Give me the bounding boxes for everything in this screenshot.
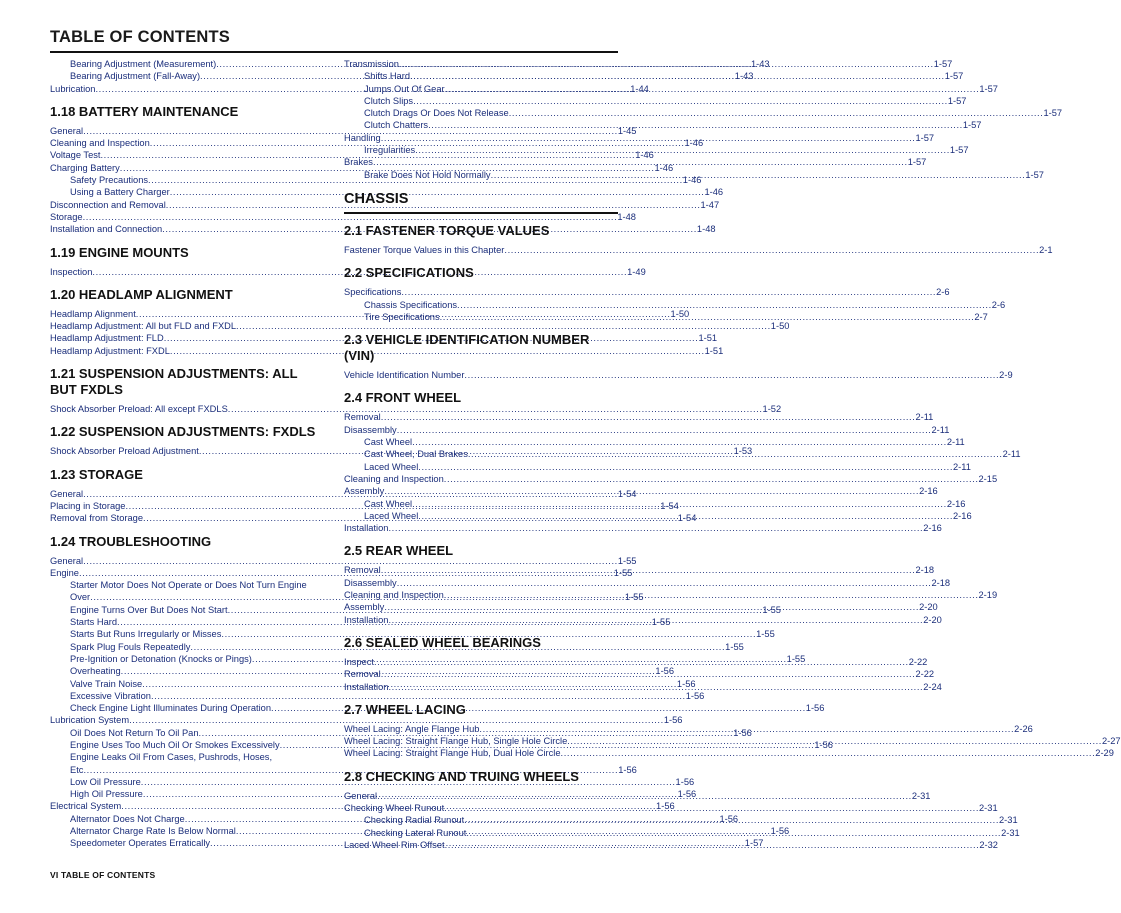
toc-entry-label: Checking Wheel Runout [344,802,445,813]
toc-entry-label: Irregularities [364,145,416,156]
toc-entry-label: Spark Plug Fouls Repeatedly [70,641,191,652]
toc-entry-shock-absorber-preload-all-except-fxdls[interactable] [50,403,782,415]
toc-entry-page: 1-47 [700,199,720,210]
dot-leader [384,601,919,613]
toc-entry-label: Engine Uses Too Much Oil Or Smokes Excessively [70,739,280,750]
toc-entry-page: 1-56 [685,690,705,701]
toc-entry-label: Engine [50,567,79,578]
toc-entry-label: Installation and Connection [50,224,163,235]
dot-leader [373,156,908,168]
toc-entry-page: 1-56 [733,727,752,738]
toc-entry-label: Assembly [344,602,385,613]
toc-entry-page: 2-31 [911,790,931,801]
section-heading: 2.5 REAR WHEEL [344,543,454,559]
dot-leader [388,614,923,626]
dot-leader [374,656,909,668]
toc-entry-label: Safety Precautions [70,175,149,186]
dot-leader [401,286,936,298]
toc-entry-label: Installation [344,681,389,692]
toc-entry-page: 1-48 [617,211,636,222]
toc-entry-label: Clutch Drags Or Does Not Release [364,108,509,119]
section-heading: 1.19 ENGINE MOUNTS [50,244,189,260]
dot-leader [457,299,992,311]
toc-entry-label: Lubrication [50,83,96,94]
toc-entry-page: 1-57 [744,838,764,849]
section-heading: 2.4 FRONT WHEEL [344,390,462,406]
toc-entry-page: 1-46 [704,187,724,198]
toc-entry-page: 1-52 [762,404,782,415]
toc-entry-page: 1-55 [613,567,633,578]
toc-entry-fastener-torque-values-in-this-chapter[interactable] [344,244,1053,256]
section-heading: 1.23 STORAGE [50,466,143,482]
toc-entry-page: 1-57 [962,120,982,131]
toc-entry-page: 1-56 [677,789,697,800]
toc-entry-page: 2-18 [931,577,951,588]
toc-entry-page: 2-18 [915,565,935,576]
toc-entry-label: Checking Lateral Runout [364,827,467,838]
section-heading: 2.6 SEALED WHEEL BEARINGS [344,634,541,650]
dot-leader [418,461,953,473]
dot-leader [384,485,919,497]
dot-leader [445,839,980,851]
toc-entry-label: Cleaning and Inspection [344,473,444,484]
toc-entry-label: Disassembly [344,577,397,588]
toc-entry-page: 1-55 [756,629,775,640]
dot-leader [444,589,979,601]
toc-entry-page: 2-22 [908,656,928,667]
dot-leader [445,83,980,95]
dot-leader [504,244,1039,256]
toc-entry-label: General [344,790,378,801]
toc-entry-page: 2-11 [953,461,971,472]
toc-entry-label: Cast Wheel [364,437,413,448]
toc-entry-wheel-lacing-straight-flange-hub-dual-ho[interactable] [344,747,1114,759]
toc-entry-page: 1-50 [670,308,690,319]
toc-entry-label: Laced Wheel Rim Offset [344,839,445,850]
toc-entry-page: 1-57 [933,59,953,69]
toc-entry-page: 1-46 [654,162,674,173]
section-heading: 2.1 FASTENER TORQUE VALUES [344,222,550,238]
toc-entry-page: 1-51 [704,345,724,356]
toc-entry-label: Excessive Vibration [70,690,151,701]
toc-entry-label: Oil Does Not Return To Oil Pan [70,727,199,738]
toc-entry-label: General [50,555,84,566]
dot-leader [464,814,999,826]
dot-leader [388,522,923,534]
toc-entry-page: 2-19 [978,590,998,601]
toc-entry-label: Voltage Test [50,150,101,161]
toc-entry-label: Disconnection and Removal [50,199,166,210]
toc-entry-label: Starts But Runs Irregularly or Misses [70,629,222,640]
toc-entry-label: Cleaning and Inspection [344,590,444,601]
toc-entry-page: 2-16 [953,510,972,521]
toc-entry-engine-leaks-oil-from-cases-pushrods-hos[interactable] [50,751,318,763]
toc-entry-label: Etc [70,764,84,775]
toc-entry-page: 1-55 [624,592,644,603]
toc-entry-headlamp-adjustment-all-but-fld-and-fxdl[interactable] [50,320,790,332]
dot-leader [377,790,912,802]
toc-entry-label: Cleaning and Inspection [50,138,150,149]
page-header [50,28,618,53]
dot-leader [509,107,1044,119]
dot-leader [468,448,1003,460]
dot-leader [444,473,979,485]
toc-entry-page: 1-55 [762,604,781,615]
toc-entry-page: 1-54 [617,488,637,499]
toc-entry-label: Clutch Slips [364,95,414,106]
dot-leader [399,58,934,70]
toc-entry-label: Engine Leaks Oil From Cases, Pushrods, Hoses, [70,752,273,763]
toc-entry-page: 1-56 [655,666,675,677]
toc-entry-page: 1-50 [770,321,790,332]
toc-entry-page: 1-46 [682,175,702,186]
toc-entry-label: High Oil Pressure [70,789,143,800]
toc-entry-label: Overheating [70,666,121,677]
toc-entry-label: Alternator Does Not Charge [70,813,185,824]
toc-entry-label: Assembly [344,486,385,497]
toc-entry-label: Laced Wheel [364,510,419,521]
dot-leader [397,424,932,436]
section-heading: 2.8 CHECKING AND TRUING WHEELS [344,768,579,784]
toc-entry-page: 1-43 [734,71,754,82]
toc-entry-page: 1-56 [618,764,637,775]
toc-entry-page: 2-31 [979,802,998,813]
page-footer: VI TABLE OF CONTENTS [50,870,156,880]
toc-entry-label: Electrical System [50,801,122,812]
toc-entry-page: 2-29 [1095,748,1114,759]
toc-entry-disassembly[interactable] [344,577,951,589]
toc-entry-label: Handling [344,132,381,143]
toc-entry-disconnection-and-removal[interactable] [50,199,720,211]
toc-entry-page: 2-1 [1039,244,1053,255]
toc-entry-page: 2-32 [979,839,998,850]
section-heading: 2.3 VEHICLE IDENTIFICATION NUMBER (VIN) [344,332,590,364]
toc-entry-page: 2-9 [999,370,1013,381]
toc-entry-page: 1-57 [944,71,964,82]
toc-entry-label: Brakes [344,157,373,168]
toc-entry-label: Alternator Charge Rate Is Below Normal [70,826,236,837]
toc-entry-label: Headlamp Adjustment: FXDL [50,345,170,356]
toc-entry-page: 2-6 [991,299,1006,310]
toc-entry-page: 1-57 [915,132,935,143]
toc-entry-label: Installation [344,523,389,534]
toc-entry-page: 1-55 [786,653,806,664]
toc-entry-page: 1-51 [698,333,718,344]
toc-entry-page: 2-20 [919,602,938,613]
toc-entry-label: Vehicle Identification Number [344,370,465,381]
toc-entry-label: Removal [344,412,381,423]
toc-entry-label: General [50,125,84,136]
dot-leader [412,498,947,510]
toc-entry-page: 1-57 [1043,108,1063,119]
toc-entry-label: Wheel Lacing: Straight Flange Hub, Dual Hole Circle [344,748,561,759]
toc-entry-label: Cast Wheel [364,498,413,509]
toc-entry-using-a-battery-charger[interactable] [50,186,724,198]
toc-entry-page: 1-56 [814,739,833,750]
toc-entry-label: Installation [344,614,389,625]
toc-entry-page: 2-24 [923,681,942,692]
toc-entry-clutch-slips[interactable] [344,95,967,107]
toc-entry-label: Over [70,592,91,603]
toc-entry-starter-motor-does-not-operate-or-does-n[interactable] [50,579,318,591]
toc-entry-page: 1-56 [676,678,696,689]
toc-entry-label: General [50,488,84,499]
dot-leader [440,311,975,323]
toc-entry-page: 1-43 [751,59,770,69]
dot-leader [491,169,1026,181]
toc-entry-label: Pre-Ignition or Detonation (Knocks or Pings) [70,653,252,664]
toc-entry-label: Disassembly [344,424,397,435]
toc-entry-label: Storage [50,211,83,222]
toc-entry-chassis-specifications[interactable] [344,299,1006,311]
toc-entry-disassembly[interactable] [344,424,950,436]
dot-leader [388,681,923,693]
toc-entry-label: Cast Wheel, Dual Brakes [364,449,468,460]
toc-entry-label: Jumps Out Of Gear [364,83,445,94]
toc-entry-lubrication-system[interactable] [50,714,683,726]
section-heading: 2.2 SPECIFICATIONS [344,265,474,281]
toc-entry-label: Laced Wheel [364,461,419,472]
section-heading: 1.24 TROUBLESHOOTING [50,533,212,549]
toc-entry-installation[interactable] [344,522,942,534]
toc-entry-label: Speedometer Operates Erratically [70,838,211,849]
toc-entry-label: Charging Battery [50,162,120,173]
dot-leader [464,369,999,381]
toc-entry-label: Checking Radial Runout [364,815,465,826]
toc-entry-page: 1-44 [630,83,649,94]
toc-entry-removal[interactable] [344,411,934,423]
toc-entry-page: 2-27 [1102,736,1121,747]
toc-entry-page: 2-6 [936,287,950,298]
chapter-heading: CHASSIS [344,191,618,214]
dot-leader [397,577,932,589]
dot-leader [466,827,1001,839]
toc-entry-page: 1-54 [677,513,697,524]
toc-entry-page: 1-56 [770,826,790,837]
toc-entry-page: 2-31 [999,815,1018,826]
toc-entry-page: 2-15 [978,473,998,484]
toc-entry-page: 2-16 [946,498,966,509]
toc-entry-page: 1-57 [1025,169,1044,180]
toc-entry-vehicle-identification-number[interactable] [344,369,1013,381]
toc-entry-label: Lubrication System [50,715,130,726]
toc-entry-page: 1-46 [684,138,704,149]
toc-entry-label: Shock Absorber Preload: All except FXDLS [50,404,228,415]
dot-leader [418,510,953,522]
toc-entry-page: 1-53 [733,446,753,457]
toc-entry-label: Low Oil Pressure [70,776,141,787]
toc-entry-label: Headlamp Adjustment: All but FLD and FXDL [50,321,237,332]
toc-entry-label: Bearing Adjustment (Fall-Away) [70,71,201,82]
toc-entry-label: Tire Specifications [364,311,440,322]
section-heading: 1.20 HEADLAMP ALIGNMENT [50,286,233,302]
toc-entry-page: 1-56 [663,715,683,726]
toc-entry-label: Headlamp Alignment [50,308,136,319]
section-heading: 1.21 SUSPENSION ADJUSTMENTS: ALL BUT FXDLS [50,366,298,398]
toc-entry-page: 2-22 [915,669,935,680]
toc-entry-page: 2-20 [923,614,942,625]
toc-entry-page: 1-55 [725,641,744,652]
section-heading: 2.7 WHEEL LACING [344,701,466,717]
dot-leader [561,747,1096,759]
toc-entry-label: Chassis Specifications [364,299,458,310]
toc-entry-label: Starter Motor Does Not Operate or Does Not Turn Engine [70,580,307,591]
toc-entry-label: Fastener Torque Values in this Chapter [344,244,505,255]
toc-entry-headlamp-adjustment-fxdl[interactable] [50,345,724,357]
toc-entry-laced-wheel[interactable] [344,461,971,473]
dot-leader [567,735,1102,747]
toc-entry-label: Removal from Storage [50,513,144,524]
toc-entry-cleaning-and-inspection[interactable] [344,473,998,485]
dot-leader [415,144,950,156]
toc-entry-label: Wheel Lacing: Straight Flange Hub, Single Hole Circle [344,736,568,747]
toc-entry-label: Brake Does Not Hold Normally [364,169,491,180]
toc-entry-page: 2-11 [915,412,934,423]
toc-entry-general[interactable] [50,555,637,567]
toc-entry-page: 2-16 [923,523,942,534]
toc-entry-page: 2-7 [974,311,988,322]
toc-entry-label: Clutch Chatters [364,120,429,131]
toc-entry-page: 1-56 [675,776,695,787]
toc-entry-page: 1-49 [627,266,646,277]
toc-entry-page: 2-31 [1001,827,1020,838]
dot-leader [381,411,916,423]
dot-leader [381,668,916,680]
toc-entry-page: 1-57 [949,145,969,156]
toc-entry-page: 2-11 [1002,449,1021,460]
toc-entry-page: 1-56 [719,813,739,824]
dot-leader [479,723,1014,735]
toc-entry-label: Check Engine Light Illuminates During Operation [70,703,272,714]
dot-leader [410,70,945,82]
toc-entry-excessive-vibration[interactable] [50,690,705,702]
toc-entry-headlamp-adjustment-fld[interactable] [50,332,718,344]
toc-entry-page: 2-11 [931,424,950,435]
toc-entry-label: Inspection [50,266,93,277]
toc-entry-page: 1-46 [635,150,654,161]
toc-entry-page: 1-57 [979,83,998,94]
dot-leader [444,802,979,814]
toc-entry-label: Removal [344,669,381,680]
toc-entry-label: Removal [344,565,381,576]
toc-entry-page: 1-56 [656,801,675,812]
toc-entry-page: 1-48 [696,224,716,235]
toc-entry-label: Specifications [344,287,402,298]
toc-entry-page: 1-57 [907,157,927,168]
toc-entry-page: 1-56 [805,703,825,714]
toc-entry-label: Bearing Adjustment (Measurement) [70,59,217,69]
toc-entry-starts-but-runs-irregularly-or-misses[interactable] [50,628,775,640]
toc-entry-label: Placing in Storage [50,500,126,511]
toc-entry-label: Headlamp Adjustment: FLD [50,333,164,344]
toc-entry-storage[interactable] [50,211,636,223]
toc-entry-label: Shifts Hard [364,71,410,82]
toc-entry-page: 1-54 [660,500,679,511]
toc-entry-page: 1-55 [617,555,637,566]
dot-leader [381,132,916,144]
toc-entry-cast-wheel[interactable] [344,436,965,448]
toc-entry-page: 1-57 [947,95,967,106]
toc-entry-clutch-drags-or-does-not-release[interactable] [344,107,1063,119]
toc-entry-label: Shock Absorber Preload Adjustment [50,446,199,457]
page-title: TABLE OF CONTENTS [50,28,618,53]
dot-leader [412,436,947,448]
dot-leader [381,564,916,576]
dot-leader [428,119,963,131]
toc-entry-label: Wheel Lacing: Angle Flange Hub [344,723,480,734]
toc-entry-label: Transmission [344,59,399,69]
toc-entry-page: 2-26 [1014,723,1033,734]
toc-entry-label: Inspect [344,656,374,667]
toc-entry-label: Engine Turns Over But Does Not Start [70,604,228,615]
toc-entry-label: Using a Battery Charger [70,187,170,198]
toc-entry-label: Valve Train Noise [70,678,143,689]
toc-entry-label: Starts Hard [70,617,118,628]
toc-entry-page: 2-11 [946,437,965,448]
toc-entry-specifications[interactable] [344,286,950,298]
toc-entry-page: 1-45 [617,125,637,136]
dot-leader [413,95,948,107]
toc-entry-page: 2-16 [919,486,938,497]
section-heading: 1.22 SUSPENSION ADJUSTMENTS: FXDLS [50,424,316,440]
section-heading: 1.18 BATTERY MAINTENANCE [50,103,239,119]
toc-entry-page: 1-55 [651,617,671,628]
